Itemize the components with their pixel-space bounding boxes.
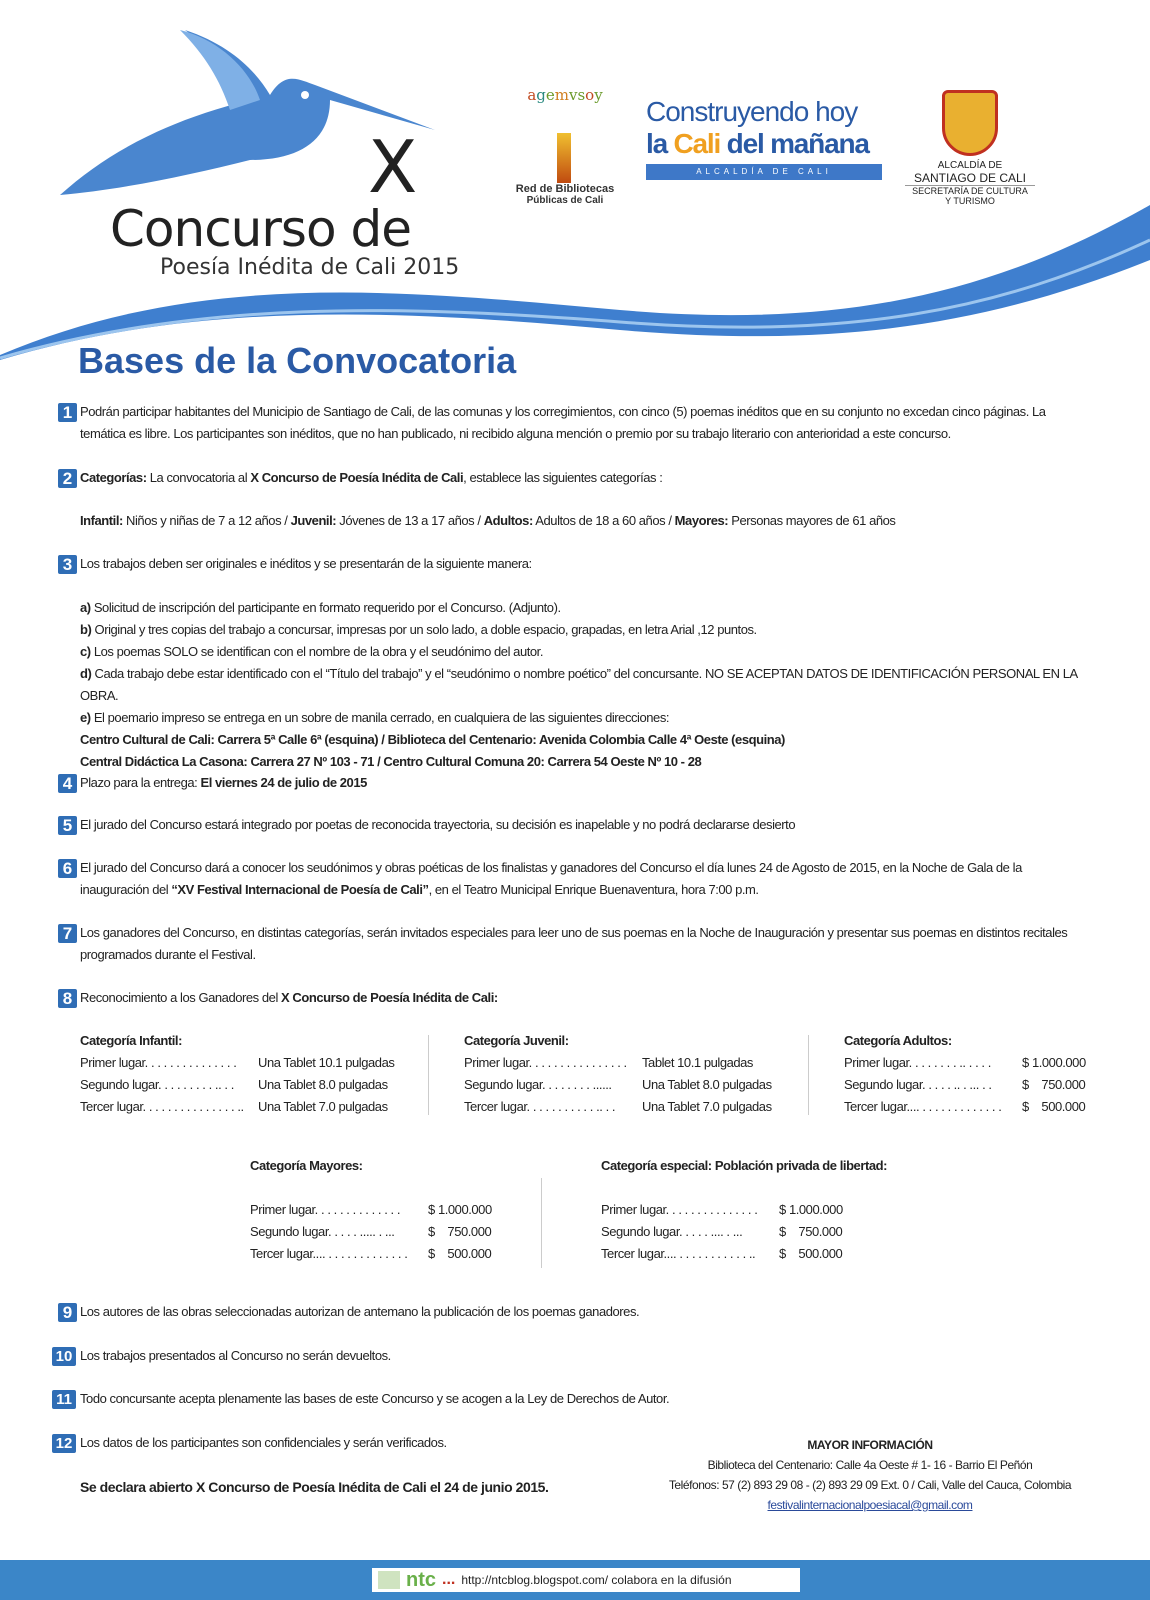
requirement-item: a) Solicitud de inscripción del participante en formato requerido por el Concurso. (Adjunto). <box>80 600 561 615</box>
section-number: 5 <box>58 816 77 835</box>
section-number: 3 <box>58 555 77 574</box>
prize-cell: Tercer lugar. . . . . . . . . . . . . . . .. <box>80 1099 244 1114</box>
prize-cell: $ 500.000 <box>428 1246 492 1261</box>
prize-cell: Tercer lugar. . . . . . . . . . . .. . . <box>464 1099 616 1114</box>
prize-title: Categoría Mayores: <box>250 1158 363 1173</box>
alcaldia-text: ALCALDÍA DE <box>937 160 1003 171</box>
alcaldia-logo <box>905 90 1035 206</box>
contact-phones: Teléfonos: 57 (2) 893 29 08 - (2) 893 29 09 Ext. 0 / Cali, Valle del Cauca, Colombia <box>668 1478 1072 1492</box>
section-4: Plazo para la entrega: El viernes 24 de julio de 2015 <box>80 775 367 790</box>
requirement-item: c) Los poemas SOLO se identifican con el nombre de la obra y el seudónimo del autor. <box>80 644 544 659</box>
prize-cell: $ 750.000 <box>428 1224 492 1239</box>
page-title: Bases de la Convocatoria <box>78 340 517 381</box>
prize-cell: Segundo lugar. . . . . .. . ... . . <box>844 1077 992 1092</box>
requirement-item: b) Original y tres copias del trabajo a concursar, impresas por un solo lado, a doble espacio, grapadas, en letra Arial ,12 puntos. <box>80 622 757 637</box>
section-number: 12 <box>52 1434 76 1453</box>
footer-dots: ... <box>442 1571 456 1588</box>
prize-cell: $ 1.000.000 <box>428 1202 492 1217</box>
prize-cell: Una Tablet 8.0 pulgadas <box>258 1077 388 1092</box>
section-number: 11 <box>52 1390 76 1409</box>
prize-cell: Primer lugar. . . . . . . . . . . . . . . <box>601 1202 758 1217</box>
section-number: 2 <box>58 469 77 488</box>
contact-title: MAYOR INFORMACIÓN <box>807 1438 933 1452</box>
section-number: 6 <box>58 859 77 878</box>
prize-cell: Tercer lugar.... . . . . . . . . . . . . . <box>844 1099 1002 1114</box>
library-name-2: Públicas de Cali <box>526 195 604 206</box>
prize-cell: $ 750.000 <box>779 1224 843 1239</box>
prize-title: Categoría Adultos: <box>844 1033 952 1048</box>
section-12: Los datos de los participantes son confidenciales y serán verificados. <box>80 1435 447 1450</box>
prize-cell: $ 500.000 <box>779 1246 843 1261</box>
section-number: 4 <box>58 774 77 793</box>
section-9: Los autores de las obras seleccionadas autorizan de antemano la publicación de los poemas ganadores. <box>80 1304 640 1319</box>
footer-banner[interactable] <box>372 1568 800 1592</box>
section-number: 1 <box>58 403 77 422</box>
alcaldia-text: SANTIAGO DE CALI <box>905 171 1035 186</box>
prize-cell: Primer lugar. . . . . . . . .. . . . . <box>844 1055 991 1070</box>
closing-statement: Se declara abierto X Concurso de Poesía Inédita de Cali el 24 de junio 2015. <box>80 1479 549 1495</box>
section-7: Los ganadores del Concurso, en distintas categorías, serán invitados especiales para leer uno de sus poemas en la Noche de Inauguración y presentar sus poemas en distintos recitales programados durante el Festival. <box>80 925 1068 962</box>
divider <box>808 1035 809 1115</box>
section-number: 9 <box>58 1303 77 1322</box>
prize-juvenil <box>464 1030 772 1118</box>
prize-cell: $ 500.000 <box>1022 1099 1086 1114</box>
alcaldia-text: Y TURISMO <box>945 196 995 206</box>
prize-cell: Tercer lugar.... . . . . . . . . . . . . . <box>250 1246 408 1261</box>
prize-cell: $ 750.000 <box>1022 1077 1086 1092</box>
requirement-item: d) Cada trabajo debe estar identificado con el “Título del trabajo” y el “seudónimo o nombre poético” del concursante. NO SE ACEPTAN DATOS DE IDENTIFICACIÓN PERSONAL EN LA OBRA. <box>80 666 1077 703</box>
prize-cell: Una Tablet 8.0 pulgadas <box>642 1077 772 1092</box>
prize-title: Categoría Infantil: <box>80 1033 182 1048</box>
contact-info <box>660 1435 1080 1515</box>
contest-roman-numeral: X <box>368 125 418 209</box>
section-number: 8 <box>58 989 77 1008</box>
requirements-list <box>80 597 1080 773</box>
section-8: Reconocimiento a los Ganadores del X Concurso de Poesía Inédita de Cali: <box>80 990 498 1005</box>
contest-title: Concurso de <box>110 200 411 258</box>
address-line: Centro Cultural de Cali: Carrera 5ª Calle 6ª (esquina) / Biblioteca del Centenario: Avenida Colombia Calle 4ª Oeste (esquina) <box>80 732 785 747</box>
ntc-logo-icon <box>378 1571 400 1589</box>
section-3: Los trabajos deben ser originales e inéditos y se presentarán de la siguiente manera: <box>80 556 532 571</box>
section-number: 7 <box>58 924 77 943</box>
alcaldia-text: SECRETARÍA DE CULTURA <box>912 186 1028 196</box>
prize-cell: Tablet 10.1 pulgadas <box>642 1055 753 1070</box>
prize-infantil <box>80 1030 394 1118</box>
slogan-logo <box>646 96 882 180</box>
prize-cell: Segundo lugar. . . . . . . . ...... <box>464 1077 612 1092</box>
prize-cell: Segundo lugar. . . . . . . . . .. . . <box>80 1077 234 1092</box>
prize-cell: Primer lugar. . . . . . . . . . . . . . <box>250 1202 401 1217</box>
prize-cell: Tercer lugar.... . . . . . . . . . . . .. <box>601 1246 756 1261</box>
prize-title: Categoría especial: Población privada de libertad: <box>601 1158 887 1173</box>
divider <box>428 1035 429 1115</box>
prize-title: Categoría Juvenil: <box>464 1033 569 1048</box>
slogan-line2: la Cali del mañana <box>646 128 869 159</box>
prize-adultos <box>844 1030 1086 1118</box>
library-name: Red de Bibliotecas <box>515 183 615 195</box>
contest-subtitle: Poesía Inédita de Cali 2015 <box>160 255 460 280</box>
section-11: Todo concursante acepta plenamente las bases de este Concurso y se acogen a la Ley de Derechos de Autor. <box>80 1391 670 1406</box>
prize-cell: Primer lugar. . . . . . . . . . . . . . . <box>80 1055 237 1070</box>
section-6: El jurado del Concurso dará a conocer los seudónimos y obras poéticas de los finalistas y ganadores del Concurso el día lunes 24 de Agosto de 2015, en la Noche de Gala de la inauguración del “XV Festival Internacional de Poesía de Cali”, en el Teatro Municipal Enrique Buenaventura, hora 7:00 p.m. <box>80 860 1022 897</box>
tree-letters-icon: agemvsoy <box>505 88 625 183</box>
section-number: 10 <box>52 1347 76 1366</box>
footer-bar <box>0 1560 1150 1600</box>
section-5: El jurado del Concurso estará integrado por poetas de reconocida trayectoria, su decisión es inapelable y no podrá declararse desierto <box>80 817 796 832</box>
contact-address: Biblioteca del Centenario: Calle 4a Oeste # 1- 16 - Barrio El Peñón <box>707 1458 1033 1472</box>
prize-cell: Una Tablet 7.0 pulgadas <box>258 1099 388 1114</box>
prize-especial <box>601 1155 887 1265</box>
prize-cell: $ 1.000.000 <box>779 1202 843 1217</box>
coat-of-arms-icon <box>942 90 998 156</box>
prize-mayores <box>250 1155 492 1265</box>
slogan-bar: ALCALDÍA DE CALI <box>646 164 882 180</box>
footer-brand: ntc <box>406 1568 436 1591</box>
divider <box>541 1178 542 1268</box>
prize-cell: Primer lugar. . . . . . . . . . . . . . . . <box>464 1055 627 1070</box>
address-line: Central Didáctica La Casona: Carrera 27 Nº 103 - 71 / Centro Cultural Comuna 20: Carrera 54 Oeste Nº 10 - 28 <box>80 754 702 769</box>
prize-cell: Segundo lugar. . . . . ..... . ... <box>250 1224 395 1239</box>
section-10: Los trabajos presentados al Concurso no serán devueltos. <box>80 1348 391 1363</box>
section-1: Podrán participar habitantes del Municipio de Santiago de Cali, de las comunas y los corregimientos, con cinco (5) poemas inéditos que en su conjunto no excedan cinco páginas. La temática es libre. Los participantes son inéditos, que no han publicado, ni recibido alguna mención o premio por su trabajo literario con anterioridad a este concurso. <box>80 404 1046 441</box>
contact-email-link[interactable]: festivalinternacionalpoesiacal@gmail.com <box>767 1498 973 1512</box>
prize-cell: Una Tablet 7.0 pulgadas <box>642 1099 772 1114</box>
requirement-item: e) El poemario impreso se entrega en un sobre de manila cerrado, en cualquiera de las siguientes direcciones: <box>80 710 670 725</box>
category-list: Infantil: Niños y niñas de 7 a 12 años / Juvenil: Jóvenes de 13 a 17 años / Adultos: Adultos de 18 a 60 años / Mayores: Personas mayores de 61 años <box>80 513 896 528</box>
footer-link[interactable]: http://ntcblog.blogspot.com/ colabora en la difusión <box>461 1573 732 1587</box>
prize-cell: Una Tablet 10.1 pulgadas <box>258 1055 395 1070</box>
prize-cell: $ 1.000.000 <box>1022 1055 1086 1070</box>
section-2: Categorías: La convocatoria al X Concurso de Poesía Inédita de Cali, establece las siguientes categorías : <box>80 470 663 485</box>
prize-cell: Segundo lugar. . . . . .... . ... <box>601 1224 743 1239</box>
slogan-line1: Construyendo hoy <box>646 96 858 127</box>
library-logo <box>505 88 625 206</box>
